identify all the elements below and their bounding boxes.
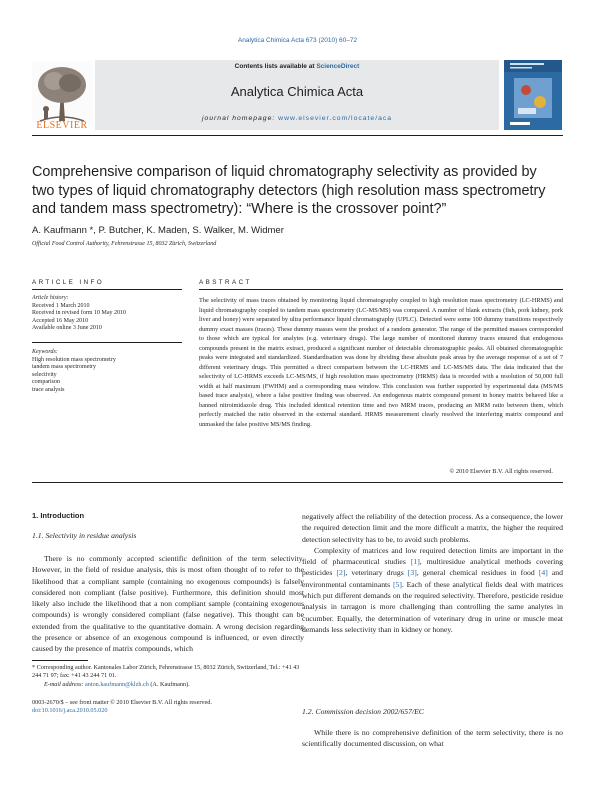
- contents-line: [95, 63, 499, 70]
- paragraph: While there is no comprehensive definition of the term selectivity, there is no scientifically documented discussion, on what: [302, 728, 563, 749]
- abstract-text: The selectivity of mass traces obtained by monitoring liquid chromatography coupled to high resolution mass spectrometry (LC-HRMS) and liquid chromatography coupled to tandem mass spectrometry (LC-MS/MS) was compared. A number of blank extracts (fish, pork kidney, pork liver and honey) were separated by ultra performance liquid chromatography (UPLC). Detected were some 100 dummy transitions respectively dummy exact masses (traces). These dummy masses were the product of a random generator. The range of the permitted masses corresponded to those which are typical for analytes (e.g. veterinary drugs). The large number of monitored dummy traces ensured that endogenous compounds present in the matrix extract, produced a significant number of detectable chromatographic peaks. All obtained chromatographic peaks were integrated and standardized. Standardisation was done by dividing these absolute peak areas by the average response of a set of 7 different veterinary drugs. This permitted a direct comparison between the LC-HRMS and LC-MS/MS data. The data indicated that the selectivity of LC-HRMS exceeds LC-MS/MS, if high resolution mass spectrometry (HRMS) data is recorded with a resolution of 50,000 full width at half maximum (FWHM) and a corresponding mass window. This conclusion was further supported by experimental data (MS/MS based trace analysis), where a false positive finding was observed. An endogenous matrix compound present in honey matrix behaved like a banned nitroimidazole drug. This included identical retention time and two MRM traces, producing an MRM ratio between them, which perfectly matched the ratio observed in the external standard. HRMS measurement clearly resolved the interfering matrix compound and unmasked the false positive MS/MS finding.: [199, 297, 563, 428]
- citation-link[interactable]: [3]: [407, 568, 417, 578]
- article-history: [32, 295, 182, 333]
- journal-homepage: [95, 115, 499, 122]
- abstract-copyright: © 2010 Elsevier B.V. All rights reserved.: [449, 468, 553, 475]
- left-column-text: [32, 553, 304, 655]
- history-item: Accepted 16 May 2010: [32, 317, 89, 324]
- keyword-item: selectivity: [32, 371, 57, 378]
- paragraph: [302, 545, 563, 635]
- corresponding-author: * Corresponding author. Kantonales Labor Zürich, Fehrenstrasse 15, 8032 Zürich, Switzerland, Tel.: +41 43 244 71 97; fax: +41 43 244 71 01.: [32, 664, 300, 680]
- keyword-item: comparison: [32, 379, 60, 386]
- email-label: E-mail address:: [44, 680, 86, 688]
- history-item: Available online 3 June 2010: [32, 325, 102, 332]
- section-heading-introduction: 1. Introduction: [32, 511, 85, 520]
- contents-prefix: Contents lists available at: [234, 63, 317, 70]
- running-head: Analytica Chimica Acta 673 (2010) 60–72: [237, 37, 358, 44]
- history-item: Received in revised form 10 May 2010: [32, 310, 126, 317]
- email-link[interactable]: anton.kaufmann@klzh.ch: [85, 680, 149, 688]
- homepage-url[interactable]: www.elsevier.com/locate/aca: [278, 115, 393, 122]
- subsection-heading-selectivity: 1.1. Selectivity in residue analysis: [32, 531, 137, 540]
- journal-cover-image: [504, 60, 562, 130]
- sciencedirect-link[interactable]: ScienceDirect: [316, 63, 360, 70]
- text-run: and environmental contaminants: [302, 568, 563, 589]
- article-info-heading: ARTICLE INFO: [32, 279, 105, 286]
- journal-header-box: [95, 60, 499, 130]
- keywords-block: [32, 349, 182, 395]
- citation-link[interactable]: [4]: [538, 568, 548, 578]
- text-run: . Each of these analytical fields deal with matrices which put different demands on the required selectivity. Therefore, pesticide residue analysis in tarragon is more challenging than controlling the same analytes in cucumber. Equally, the determination of veterinary drug in urine or muscle meat demands less selectivity than in kidney or honey.: [302, 579, 563, 634]
- homepage-label: journal homepage:: [201, 115, 279, 122]
- elsevier-tree-logo: [32, 56, 92, 130]
- citation-link[interactable]: [2]: [336, 568, 346, 578]
- issn-line: 0003-2670/$ – see front matter © 2010 Elsevier B.V. All rights reserved.: [32, 699, 212, 706]
- abstract-bottom-rule: [32, 482, 563, 483]
- paragraph: There is no commonly accepted scientific definition of the term selectivity. However, in the field of residue analysis, this is most often thought of to refer to the likelihood that a compliant sample (containing no exogenous compounds) is falsely considered non compliant (false positive). Furthermore, this definition should most likely also include the likelihood that a non compliant sample (containing exogenous compounds) is wrongly considered compliant (false negative). This thought can be extended from the qualitative to the quantitative domain. A wrong decision regarding the presence or absence of an exogenous compound is influenced, or even directly caused by the presence of matrix compounds, which: [32, 554, 304, 654]
- publisher-wordmark: ELSEVIER: [36, 120, 88, 131]
- subsection-heading-commission-decision: 1.2. Commission decision 2002/657/EC: [302, 707, 424, 716]
- citation-link[interactable]: [5]: [392, 579, 402, 589]
- citation-link[interactable]: [1]: [410, 557, 420, 567]
- footnote-rule: [32, 660, 88, 661]
- keywords-label: Keywords:: [32, 349, 58, 355]
- text-run: Complexity of matrices and low required detection limits are important in the field of pharmaceutical studies: [302, 545, 563, 567]
- keywords-rule: [32, 342, 182, 343]
- right-column-continuation: [302, 727, 563, 750]
- text-run: , general chemical residues in food: [416, 568, 539, 578]
- email-suffix: (A. Kaufmann).: [148, 680, 190, 688]
- article-title: Comprehensive comparison of liquid chromatography selectivity as provided by two types of liquid chromatography detectors (high resolution mass spectrometry and tandem mass spectrometry): “Where is the crossover point?”: [32, 164, 546, 218]
- journal-title: Analytica Chimica Acta: [230, 84, 364, 99]
- keyword-item: tandem mass spectrometry: [32, 364, 96, 371]
- history-label: Article history:: [32, 295, 69, 301]
- corresponding-author-footnote: [32, 664, 304, 689]
- author-list: A. Kaufmann *, P. Butcher, K. Maden, S. Walker, M. Widmer: [32, 225, 284, 236]
- history-item: Received 1 March 2010: [32, 302, 90, 309]
- email-line: [32, 681, 304, 689]
- text-run: , veterinary drugs: [345, 568, 408, 578]
- keyword-item: High resolution mass spectrometry: [32, 356, 116, 363]
- affiliation: Official Food Control Authority, Fehrenstrasse 15, 8032 Zürich, Switzerland: [32, 241, 217, 247]
- doi-link[interactable]: doi:10.1016/j.aca.2010.05.020: [32, 707, 108, 715]
- abstract-rule: [199, 289, 563, 290]
- journal-masthead: [32, 56, 563, 136]
- paragraph: negatively affect the reliability of the detection process. As a consequence, the lower the required detection limit and the more difficult a matrix, the higher the required detection selectivity has to be, to avoid such problems.: [302, 512, 563, 544]
- abstract-heading: ABSTRACT: [199, 279, 252, 286]
- issn-doi-block: [32, 699, 304, 716]
- text-run: , multiresidue analytical methods covering pesticides: [302, 557, 563, 578]
- keyword-item: trace analysis: [32, 386, 65, 393]
- article-info-rule: [32, 289, 182, 290]
- right-column-text: [302, 511, 563, 635]
